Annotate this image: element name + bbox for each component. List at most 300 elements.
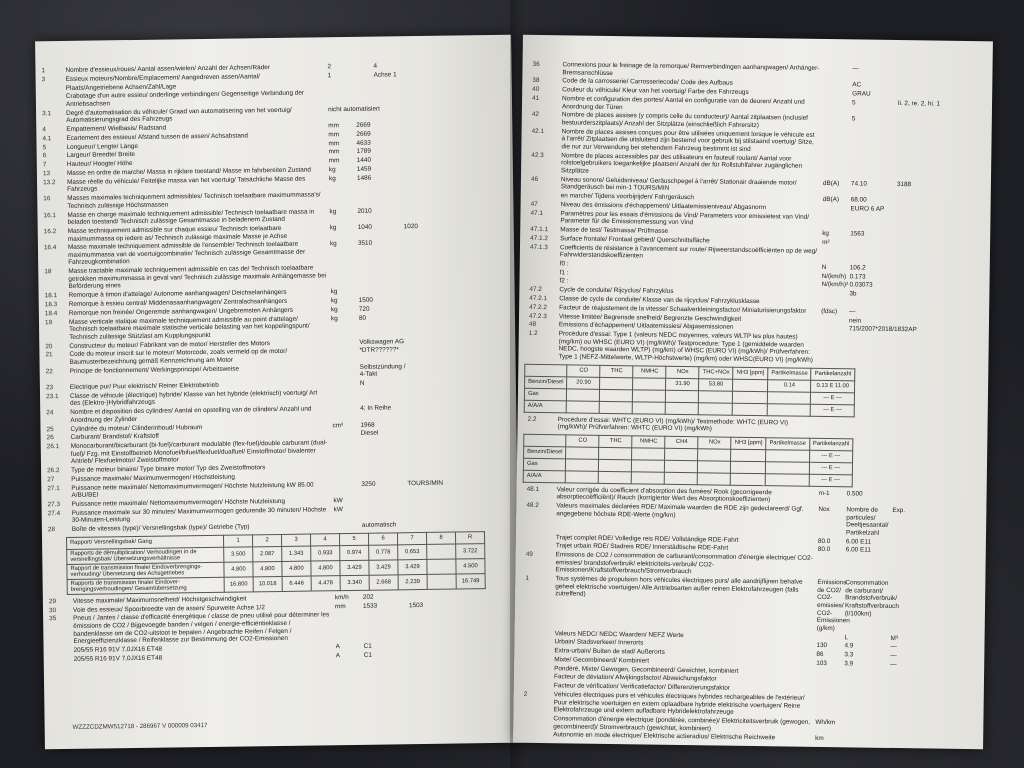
spec-value: 1563 — [850, 230, 865, 238]
table-cell: 0.13 E 11.00 — [811, 380, 855, 393]
spec-unit: kg — [330, 314, 338, 322]
spec-unit: 80.0 — [817, 546, 831, 554]
spec-label: Couleur du véhicule/ Kleur van het voertuig/ Farbe des Fahrzeugs — [562, 86, 749, 97]
table-cell: 1.343 — [282, 546, 311, 561]
spec-label: Puissance nette maximale/ Nettomaximumvermogen/ Höchste Nutzleistung kW 85.00 A/BU/BEI — [71, 481, 314, 500]
spec-value — [408, 504, 518, 506]
spec-number: 21 — [45, 351, 53, 359]
spec-value — [403, 164, 513, 166]
spec-number: 18.3 — [44, 301, 58, 309]
spec-label: Valeurs maximales déclarées RDE/ Maximale waarden die RDE zijn gedeclareerd/ Ggf. angegebene höchste RDE-Werte (mg/km) — [556, 502, 804, 519]
spec-value — [899, 66, 993, 67]
spec-value — [891, 580, 985, 581]
table-cell: --- E --- — [809, 474, 853, 487]
table-cell: 3.722 — [456, 543, 485, 558]
spec-value: 6.00 E11 — [845, 546, 871, 555]
spec-label: Nombre de places assises (y compris celle du conducteur)/ Aantal zitplaatsen (inclusief bestuurderszitplaats)/ Anzahl der Sitzplätze (einschließlich Fahrersitz) — [561, 111, 809, 129]
spec-value: 3510 — [357, 239, 373, 248]
spec-value — [406, 419, 516, 421]
spec-unit: Emissions de CO2/ CO2-emissies/ CO2-Emissionen (g/km) — [816, 579, 850, 632]
table-cell: 31.90 — [666, 378, 699, 390]
table-cell: Gas — [523, 458, 566, 471]
table-cell: 0.974 — [340, 545, 369, 560]
table-header-cell: Partikelanzahl — [809, 438, 853, 451]
spec-value: 4.9 — [844, 642, 854, 650]
spec-value — [849, 299, 895, 300]
spec-row — [43, 609, 519, 646]
spec-number: 18.1 — [44, 292, 58, 300]
spec-value — [406, 361, 516, 363]
spec-number: 6 — [42, 152, 47, 160]
spec-number: 42 — [531, 111, 540, 119]
table-cell: 4.478 — [311, 575, 340, 590]
table-cell: 2.668 — [369, 575, 398, 590]
table-cell — [733, 403, 768, 415]
spec-value: 3.9 — [844, 660, 854, 668]
spec-value: 0.173 — [849, 272, 866, 281]
spec-number: 19 — [44, 318, 53, 326]
spec-label: Masse de test/ Testmassa/ Prüfmasse — [560, 226, 669, 235]
table-header-cell: Partikelmasse — [768, 367, 812, 380]
spec-value: 1020 — [403, 222, 418, 231]
spec-value — [406, 378, 516, 380]
spec-number: 27.4 — [47, 509, 61, 518]
spec-value — [363, 611, 409, 612]
spec-label: Electrique pur/ Puur elektrisch/ Reiner Elektrobetrieb — [69, 381, 219, 391]
spec-value: 1459 — [356, 165, 372, 173]
spec-number — [521, 192, 561, 193]
spec-number: 47.2.3 — [528, 312, 547, 320]
table-cell — [766, 461, 810, 474]
spec-label: Vitesse maximale/ Maximumsnelheid/ Höchstgeschwindigkeit — [72, 595, 247, 605]
spec-value: AC — [852, 81, 862, 89]
table-cell: 53.80 — [699, 378, 733, 390]
spec-value: 2010 — [357, 207, 372, 215]
table-cell: Gas — [524, 388, 567, 401]
spec-value — [852, 132, 898, 133]
emissions-table — [523, 433, 854, 487]
spec-value — [402, 129, 512, 131]
table-cell — [599, 447, 632, 459]
table-header-cell: 1 — [223, 535, 252, 547]
spec-value: 1040 — [357, 223, 372, 231]
spec-value — [406, 387, 516, 389]
spec-value — [898, 91, 992, 92]
spec-label: Consommation d'énergie électrique (pondérée, combinée)/ Elektriciteitsverbruik (gewogen, gecombineerd)/ Stromverbrauch (gewichtet, kombiniert) — [553, 715, 811, 732]
spec-value — [897, 206, 991, 207]
spec-value — [358, 263, 404, 264]
spec-unit: km — [815, 735, 824, 743]
spec-label: Nombre de places assises conçues pour être utilisées uniquement lorsque le véhicule est à l'arrêt/ Zitplaatsen die uitsluitend zijn bestemd voor gebruik bij stilstaand voertuig/ Sitze, die nur zur Verwendung bei stehendem Fahrzeug bestimmt ist sind — [561, 127, 815, 153]
spec-label: Remorque à timon d'attelage/ Autonome aanhangwagen/ Deichselanhängers — [68, 289, 287, 300]
spec-value: C1 — [363, 651, 372, 659]
spec-value — [403, 189, 513, 191]
table-header-cell: THC — [599, 435, 632, 447]
spec-value — [889, 720, 983, 721]
spec-value: GRAU — [852, 90, 871, 98]
spec-number: 42.3 — [531, 151, 544, 159]
spec-value — [407, 461, 517, 463]
spec-value: Nombre de particules/ Deeltjesaantal/ Partikelzahl — [845, 506, 889, 537]
spec-label: Véhicules électriques purs et véhicules électriques hybrides rechargeables de l'extérieur/ Puur elektrische voertuigen en extern oplaadbare hybride elektrische voertuigen/ Reine Elektrofahrzeuge und extern aufladbare Hybridelektrofahrzeuge — [553, 691, 805, 716]
spec-label: Niveau des émissions d'échappement/ Uitlaatemissieniveau/ Abgasnorm — [560, 201, 767, 211]
spec-number: 27.1 — [47, 484, 60, 492]
spec-number: 13 — [42, 170, 51, 178]
table-cell — [666, 402, 699, 414]
table-header-cell: R — [455, 531, 484, 543]
spec-number — [514, 647, 554, 648]
spec-label: Puissance nette maximale/ Nettomaximumvermogen/ Höchste Nutzleistung — [71, 497, 286, 508]
spec-label: Connexions pour le freinage de la remorque/ Remverbindingen aanhangwagen/ Anhänger-Bremsanschlüsse — [562, 61, 820, 77]
table-cell — [766, 449, 810, 462]
spec-value — [362, 505, 408, 506]
spec-number: 23 — [45, 384, 54, 392]
spec-label: Niveau sonore/ Geluidsniveau/ Geräuschpegel à l'arrêt/ Stationair draaiende motor/ Standgeräusch bei min-1 TOURS/MIN — [560, 175, 797, 193]
spec-label: Valeur corrigée du coefficient d'absorption des fumées/ Rook (gecorrigeerde absorptiecoëfficiënt)/ Rauch (korrigierter Wert des Absorptionskoeffizienten) — [556, 485, 772, 504]
spec-value — [360, 388, 406, 389]
spec-unit: kg — [329, 240, 337, 248]
table-cell: 3.429 — [340, 560, 369, 575]
spec-unit: dB(A) — [822, 179, 840, 187]
spec-value: N — [359, 379, 365, 387]
spec-label: Remorque non freinée/ Ongeremde aanhangwagen/ Ungebremsten Anhängers — [68, 306, 294, 317]
spec-value — [898, 116, 992, 117]
spec-unit: N/(km/h) — [821, 272, 847, 280]
spec-label: Type de moteur binaire/ Type binaire motor/ Typ des Zweistoffmotors — [71, 464, 266, 475]
spec-value: 1 — [327, 72, 332, 80]
spec-number: 2 — [523, 690, 528, 698]
spec-number: 36 — [532, 60, 540, 68]
spec-number: 4 — [42, 126, 46, 134]
spec-value: 4; In Reihe — [360, 404, 392, 413]
table-cell: --- E --- — [809, 462, 853, 475]
spec-unit: N/(km/h)² — [821, 281, 849, 289]
spec-label: Masse réelle du véhicule/ Feitelijke massa van het voertuig/ Tatsächliche Masse des Fahrzeugs — [67, 175, 306, 194]
spec-value — [890, 670, 984, 671]
spec-number: 30 — [48, 606, 57, 614]
spec-number: 3.1 — [42, 109, 52, 117]
spec-unit: mm — [328, 148, 340, 156]
spec-value: 1500 — [358, 296, 373, 304]
spec-value — [402, 137, 512, 139]
table-header-cell: 8 — [426, 532, 455, 544]
table-header-cell: NOx — [698, 436, 731, 448]
spec-unit: mm — [328, 139, 340, 147]
emissions-table — [524, 363, 856, 417]
spec-label: Classe de cycle de conduite/ Klasse van de rijcyclus/ Fahrzyklusklasse — [559, 295, 760, 306]
spec-number: 1 — [525, 574, 529, 583]
table-cell: 3.340 — [340, 575, 369, 590]
spec-label: Extra-urbain/ Buiten de stad/ Außerorts — [554, 647, 665, 656]
spec-number — [516, 542, 556, 543]
spec-label: Crabotage d'un autre essieu/ onderlinge verbindingen/ Gegenseitige Verbindung der Antriebsachsen — [65, 89, 305, 108]
table-cell: Benzin/Diesel — [524, 446, 567, 459]
table-cell: 16.800 — [224, 577, 253, 592]
spec-label: Masse maximale techniquement admissible de l'ensemble/ Technisch toelaatbare maximummassa van de voertuigcombinatie/ Technisch zulässige Gesamtmasse der Fahrzeugkombination — [67, 240, 306, 267]
spec-value: automatisch — [361, 521, 397, 530]
spec-value: 3250 — [361, 480, 376, 488]
spec-label: f0 : — [559, 260, 569, 268]
spec-label: Pondéré, Mixte/ Gewogen, Gecombineerd/ Gewichtet, kombiniert — [554, 664, 739, 675]
spec-number: 18 — [44, 268, 52, 276]
spec-unit: N — [821, 263, 827, 271]
spec-label: Masse en ordre de marche/ Massa in rijklare toestand/ Masse im fahrbereiten Zustand — [66, 166, 311, 177]
table-cell — [632, 460, 665, 472]
document-footer-vin: WZZZCDZMW512718 - 286967 V 000009 03417 — [72, 722, 208, 731]
table-cell — [699, 402, 733, 414]
spec-value — [897, 157, 991, 158]
table-cell — [698, 472, 731, 484]
table-cell: 4.500 — [456, 558, 485, 573]
spec-value: 1968 — [360, 421, 375, 429]
spec-value — [410, 641, 520, 643]
spec-number: 7 — [42, 161, 47, 169]
table-cell — [733, 391, 768, 403]
spec-label: Hauteur/ Hoogte/ Höhe — [66, 160, 133, 169]
spec-value — [407, 470, 517, 472]
spec-value — [357, 190, 403, 191]
table-header-cell: Partikelanzahl — [811, 368, 855, 381]
table-cell: --- E --- — [811, 392, 855, 405]
spec-value — [407, 495, 517, 497]
spec-value — [898, 82, 992, 83]
spec-number: 48.2 — [526, 501, 539, 510]
spec-value: li. 2, re. 2, hi. 1 — [897, 99, 941, 108]
table-cell — [632, 448, 665, 460]
spec-label: Nombre et disposition des cylindres/ Aantal en opstelling van de cilinders/ Anzahl und Anordnung der Zylinder — [70, 405, 312, 424]
table-header-cell: NOx — [666, 366, 699, 378]
spec-value: — — [890, 652, 897, 660]
spec-unit: kW — [333, 505, 343, 514]
spec-value — [895, 335, 989, 336]
gearbox-ratio-table — [66, 531, 486, 595]
spec-label: Degré d'automatisation du véhicule/ Graad van automatisering van het voertuig/ Automatisierungsgrad des Fahrzeugs — [66, 106, 292, 125]
table-cell — [731, 461, 766, 473]
spec-value — [893, 491, 987, 492]
spec-label: Puissance maximale/ Maximumvermogen/ Höchstleistung — [71, 473, 235, 483]
table-cell — [567, 388, 600, 400]
spec-unit: kg — [328, 174, 336, 183]
spec-label: Monocarburant/bicarburant (bi-fuel)/carburant modulable (flex-fuel)/double carburant (dual-fuel)/ Fzg. mit Einstoffbetrieb Monofuel/bifuel/flexfuel/dualfuel/ Einstoffmotor/ bivalenter Antrieb/ Flexfuelmotor/ Zweistoffmotor — [70, 439, 328, 466]
spec-number: 47.1.3 — [529, 243, 548, 251]
spec-unit: 80.0 — [817, 537, 831, 545]
spec-label: Emissions d'échappement/ Uitlaatemissies/ Abgasemissionen — [558, 321, 734, 332]
spec-value — [896, 215, 990, 216]
table-cell: 4.800 — [253, 561, 282, 576]
spec-number: 27.3 — [47, 501, 61, 509]
spec-label: Cycle de conduite/ Rijcyclus/ Fahrzyklus — [559, 286, 674, 296]
spec-number: 18.4 — [44, 309, 58, 318]
spec-value — [405, 336, 515, 338]
left-rows — [35, 61, 519, 665]
table-cell: 4.800 — [282, 561, 311, 576]
table-cell — [698, 448, 731, 460]
spec-number: 16.4 — [43, 244, 57, 252]
table-cell — [427, 559, 456, 574]
table-cell: 0.778 — [369, 545, 398, 560]
spec-label: Pneus / Jantes / classe d'efficacité énergétique / classe de pneu utilisé pour déterminer les émissions de CO2 / Bijgevoegde banden / velgen / energie-efficiëntieklasse / bandenklasse om de CO2-uitstoot te bepalen / Angebrachte Reifen / Felgen / Energieeffizienzklasse / Reifenklasse zur Bestimmung der CO2-Emissionen — [73, 611, 330, 646]
spec-value — [844, 686, 890, 687]
table-cell — [666, 390, 699, 402]
spec-number: 13.2 — [43, 178, 56, 187]
spec-number: 4.1 — [42, 135, 52, 143]
table-cell: 0.14 — [768, 379, 812, 392]
table-cell — [599, 471, 632, 483]
spec-label: Largeur/ Breedte/ Breite — [66, 151, 135, 160]
spec-value — [409, 591, 519, 593]
spec-value — [896, 248, 990, 249]
spec-label: Cylindrée du moteur/ Cilinderinhoud/ Hubraum — [70, 423, 203, 433]
spec-label: Carburant/ Brandstof/ Kraftstoff — [70, 433, 160, 442]
spec-value — [361, 496, 407, 497]
spec-number: 24 — [46, 409, 54, 417]
spec-unit: cm³ — [332, 421, 344, 429]
spec-label: Paramètres pour les essais d'émissions de Vind/ Parameters voor emissietest van Vind/ Parameter für die Emissionsmessung von Vind — [560, 209, 810, 227]
table-cell — [600, 389, 633, 401]
spec-value: Consommation de carburant/ Brandstofverbruik/ Kraftstoffverbrauch (l/100km) — [844, 579, 899, 618]
table-cell — [567, 400, 600, 412]
spec-unit: kg — [330, 305, 338, 314]
table-header-cell: 2 — [252, 534, 281, 546]
spec-number: 26 — [46, 434, 54, 442]
spec-unit: (fdsc) — [821, 307, 838, 315]
spec-value — [850, 239, 896, 240]
spec-label: Valeurs NEDC/ NEDC Waarden/ NEFZ Werte — [554, 629, 684, 639]
table-cell — [767, 391, 811, 404]
spec-number: 23.1 — [45, 392, 59, 401]
spec-number: 35 — [49, 615, 57, 623]
table-cell: 4.800 — [311, 560, 340, 575]
spec-number: 16.2 — [43, 227, 57, 236]
spec-value — [843, 719, 889, 720]
spec-label: 205/55 R16 91V 7,0JX16 ET48 — [73, 654, 163, 663]
spec-number — [513, 715, 553, 716]
table-cell — [698, 460, 731, 472]
table-header-cell: 4 — [310, 533, 339, 545]
spec-value: *DTR??????* — [359, 346, 399, 355]
spec-unit: Nox — [818, 505, 830, 514]
table-cell — [599, 459, 632, 471]
spec-label: Essieux moteurs/Nombre/Emplacement/ Aangedreven assen/Aantal/ — [65, 73, 260, 83]
spec-value: 5 — [851, 115, 856, 123]
spec-label: Facteur de réajustement de la vitesse/ Schaalverkleiningsfactor/ Miniaturisierungsfaktor — [559, 304, 807, 315]
spec-value: 3.3 — [844, 651, 854, 659]
spec-number: 16 — [43, 195, 51, 203]
spec-value: 720 — [358, 305, 370, 313]
table-cell — [665, 448, 698, 460]
spec-value: L — [844, 633, 849, 641]
spec-value: Achse 1 — [373, 71, 397, 79]
spec-value: — — [890, 660, 897, 668]
spec-value: 0.03073 — [849, 281, 873, 290]
spec-value — [405, 312, 515, 314]
spec-value — [890, 687, 984, 688]
spec-number — [520, 260, 560, 261]
spec-unit: 130 — [816, 642, 828, 650]
table-header-cell: 6 — [368, 533, 397, 545]
spec-value — [892, 539, 986, 540]
spec-label: Masse en charge maximale techniquement admissible/ Technisch toelaatbare massa in beladen toestand/ Technisch zulässige Gesamtmasse in beladenem Zustand — [67, 208, 315, 227]
spec-row — [515, 575, 986, 635]
spec-value — [403, 205, 513, 207]
spec-value — [404, 238, 514, 240]
spec-value: EURO 6 AP — [850, 205, 885, 213]
spec-number: 22 — [45, 367, 53, 375]
spec-unit: Wh/km — [815, 718, 836, 727]
spec-label: Coefficients de résistance à l'avancement sur route/ Rijweerstandscoëfficiënten op de weg/ Fahrwiderstandskoeffizienten — [559, 243, 818, 260]
spec-number — [514, 673, 554, 674]
spec-unit: mm — [328, 130, 340, 139]
spec-number — [515, 629, 555, 630]
table-cell: 20.90 — [567, 376, 600, 388]
table-cell — [566, 447, 599, 459]
table-cell — [633, 401, 666, 413]
spec-value — [896, 265, 990, 266]
table-cell: 3.429 — [398, 559, 427, 574]
spec-label: Tous systèmes de propulsion hors véhicules électriques purs/ alle aandrijflijnen behalve geheel elektrische voertuigen/ Alle Antriebsarten außer reinen Elektrofahrzeugen (falls zutreffend) — [555, 575, 803, 599]
spec-label: Trajet urbain RDE/ Stadreis RDE/ Innerstädtische RDE-Fahrt — [555, 542, 729, 553]
spec-value — [898, 133, 992, 134]
spec-value — [405, 303, 515, 305]
spec-number — [514, 664, 554, 665]
spec-unit: kg — [329, 224, 337, 232]
spec-number: 38 — [532, 77, 540, 85]
spec-value: 3b — [849, 290, 857, 298]
spec-label: 205/55 R16 91V 7,0JX16 ET48 — [73, 645, 163, 654]
spec-number: 47.1 — [530, 209, 543, 217]
spec-value — [843, 736, 889, 737]
spec-value — [896, 231, 990, 232]
table-header-cell — [524, 434, 567, 447]
table-cell: A/A/A — [523, 470, 566, 483]
table-cell: --- E --- — [811, 404, 855, 417]
document-page-left — [35, 35, 521, 750]
spec-value — [896, 274, 990, 275]
spec-value: 202 — [362, 593, 374, 601]
table-cell — [600, 377, 633, 389]
spec-value: 80 — [358, 314, 367, 322]
spec-value: C1 — [363, 642, 372, 650]
spec-value — [402, 120, 512, 122]
spec-number: 29 — [48, 597, 57, 606]
spec-label: Vitesse limitée/ Begrensde snelheid/ Begrenzte Geschwindigkeit — [558, 312, 742, 323]
spec-value: — — [849, 308, 856, 316]
table-cell — [427, 544, 456, 559]
spec-label: Voie des essieux/ Spoorbreedte van de assen/ Spurweite Achse 1/2 — [72, 603, 265, 614]
spec-value — [851, 156, 897, 157]
spec-value — [895, 291, 989, 292]
spec-number: 1 — [41, 67, 46, 75]
spec-number — [520, 268, 560, 269]
table-cell: 0.653 — [398, 544, 427, 559]
table-cell — [633, 389, 666, 401]
table-cell — [731, 449, 766, 461]
table-cell: --- E --- — [809, 450, 853, 463]
spec-value — [895, 300, 989, 301]
spec-label: Classe de véhicule (électrique) hybride/ Klasse van het hybride (elektrisch) voertuig/ Art des (Elektro-)Hybridfahrzeugs — [69, 389, 318, 408]
spec-unit: A — [335, 643, 340, 651]
spec-value: 1486 — [356, 174, 372, 182]
spec-value: 2669 — [356, 121, 371, 129]
spec-value — [361, 438, 407, 439]
spec-label: Emissions de CO2 / consommation de carburant/consommation d'énergie électrique/ CO2-emissies/ brandstofverbruik/ elektriciteits-verbruik/ CO2-Emissionen/Kraftstoffverbrauch/Stromverbrauch — [555, 551, 813, 576]
spec-label: Ecartement des essieux/ Afstand tussen de assen/ Achsabstand — [66, 132, 249, 142]
spec-unit: A — [335, 651, 340, 659]
spec-unit: kg — [822, 229, 830, 237]
spec-value — [410, 649, 520, 651]
spec-unit: 103 — [816, 659, 827, 667]
spec-number: 5 — [42, 143, 47, 151]
